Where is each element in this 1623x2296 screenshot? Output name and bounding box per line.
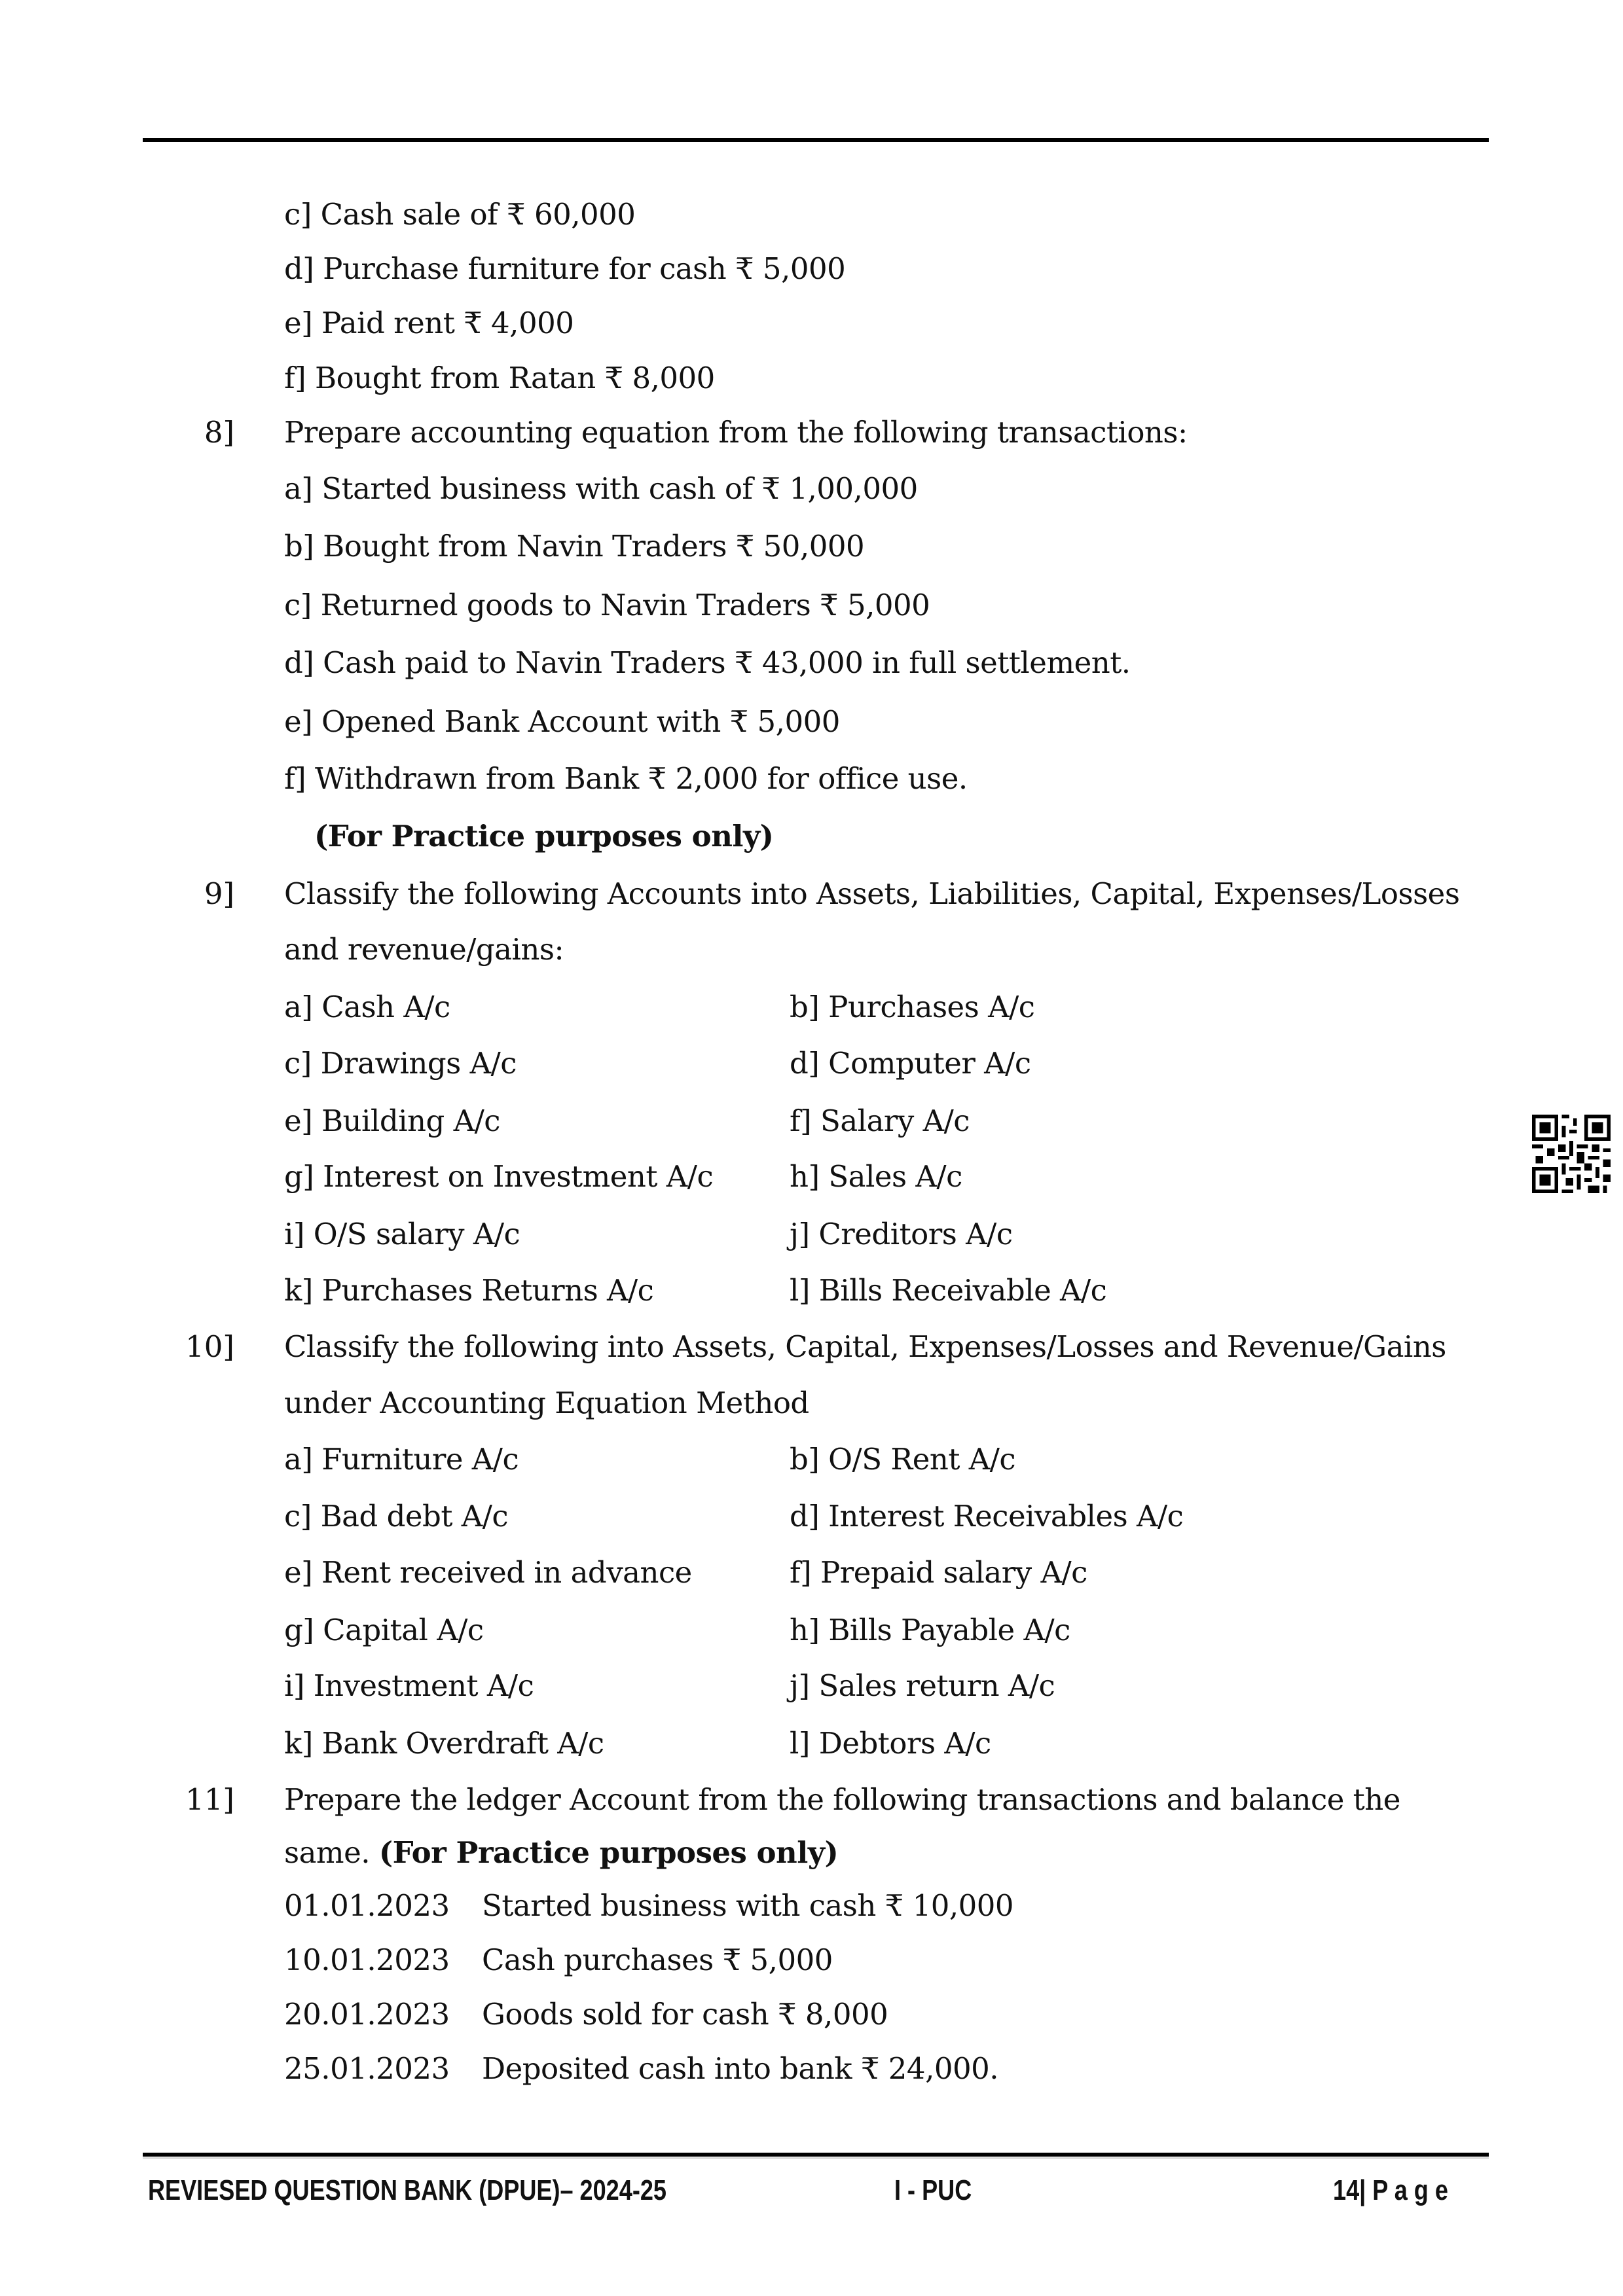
footer-title: REVIESED QUESTION BANK (DPUE)– 2024-25 — [148, 2174, 666, 2206]
list-item: l] Bills Receivable A/c — [790, 1273, 1107, 1308]
list-item: h] Sales A/c — [790, 1159, 962, 1194]
list-item: d] Computer A/c — [790, 1046, 1031, 1081]
list-item: f] Prepaid salary A/c — [790, 1555, 1087, 1590]
qr-code-icon[interactable] — [1532, 1115, 1611, 1193]
list-item: f] Withdrawn from Bank ₹ 2,000 for office use. — [284, 761, 968, 796]
question-text: under Accounting Equation Method — [284, 1386, 809, 1420]
list-item: j] Sales return A/c — [790, 1668, 1055, 1703]
page-label: | P a g e — [1359, 2174, 1448, 2206]
question-number: 10] — [185, 1329, 234, 1364]
question-text-part: same. — [284, 1835, 379, 1870]
list-item: b] Purchases A/c — [790, 990, 1035, 1024]
list-item: b] O/S Rent A/c — [790, 1442, 1016, 1477]
list-item: a] Cash A/c — [284, 990, 450, 1024]
entry-date: 01.01.2023 — [284, 1888, 450, 1923]
list-item: i] Investment A/c — [284, 1668, 534, 1703]
practice-note: (For Practice purposes only) — [378, 1835, 839, 1870]
ledger-entry — [284, 2051, 998, 2087]
list-item: e] Paid rent ₹ 4,000 — [284, 306, 574, 340]
list-item: d] Cash paid to Navin Traders ₹ 43,000 in full settlement. — [284, 645, 1131, 680]
entry-text: Cash purchases ₹ 5,000 — [482, 1943, 833, 1977]
ledger-entry — [284, 1996, 888, 2033]
question-text: and revenue/gains: — [284, 932, 564, 967]
entry-date: 20.01.2023 — [284, 1997, 450, 2032]
practice-note: (For Practice purposes only) — [314, 819, 774, 853]
list-item: i] O/S salary A/c — [284, 1217, 520, 1251]
list-item: c] Cash sale of ₹ 60,000 — [284, 197, 636, 232]
list-item: h] Bills Payable A/c — [790, 1613, 1070, 1647]
page-number — [1333, 2174, 1448, 2207]
list-item: e] Opened Bank Account with ₹ 5,000 — [284, 704, 840, 739]
list-item: f] Salary A/c — [790, 1103, 970, 1138]
list-item: l] Debtors A/c — [790, 1726, 991, 1761]
list-item: c] Bad debt A/c — [284, 1499, 509, 1534]
entry-text: Deposited cash into bank ₹ 24,000. — [482, 2051, 999, 2086]
list-item: c] Drawings A/c — [284, 1046, 517, 1081]
footer-rule-shadow — [143, 2157, 1489, 2159]
question-text: Prepare accounting equation from the following transactions: — [284, 415, 1188, 450]
entry-text: Goods sold for cash ₹ 8,000 — [482, 1997, 888, 2032]
list-item: j] Creditors A/c — [790, 1217, 1013, 1251]
list-item: a] Started business with cash of ₹ 1,00,000 — [284, 471, 918, 506]
entry-date: 10.01.2023 — [284, 1943, 450, 1977]
list-item: d] Interest Receivables A/c — [790, 1499, 1184, 1534]
list-item: g] Interest on Investment A/c — [284, 1159, 714, 1194]
question-text: Classify the following Accounts into Assets, Liabilities, Capital, Expenses/Losses — [284, 876, 1460, 911]
question-text: Classify the following into Assets, Capital, Expenses/Losses and Revenue/Gains — [284, 1329, 1446, 1364]
question-number: 11] — [185, 1782, 234, 1817]
list-item: f] Bought from Ratan ₹ 8,000 — [284, 361, 715, 395]
list-item: g] Capital A/c — [284, 1613, 484, 1647]
page-number-value: 14 — [1333, 2174, 1360, 2206]
list-item: k] Purchases Returns A/c — [284, 1273, 654, 1308]
question-number: 8] — [204, 415, 234, 450]
header-rule — [143, 138, 1489, 142]
list-item: c] Returned goods to Navin Traders ₹ 5,000 — [284, 588, 930, 622]
list-item: e] Rent received in advance — [284, 1555, 692, 1590]
question-text — [284, 1835, 838, 1871]
entry-text: Started business with cash ₹ 10,000 — [482, 1888, 1014, 1923]
entry-date: 25.01.2023 — [284, 2051, 450, 2086]
list-item: a] Furniture A/c — [284, 1442, 519, 1477]
list-item: b] Bought from Navin Traders ₹ 50,000 — [284, 529, 865, 564]
list-item: e] Building A/c — [284, 1103, 500, 1138]
footer-class: I - PUC — [894, 2174, 972, 2206]
footer-rule — [143, 2153, 1489, 2157]
ledger-entry — [284, 1888, 1013, 1924]
question-text: Prepare the ledger Account from the following transactions and balance the — [284, 1782, 1400, 1817]
list-item: d] Purchase furniture for cash ₹ 5,000 — [284, 251, 846, 286]
question-number: 9] — [204, 876, 234, 911]
list-item: k] Bank Overdraft A/c — [284, 1726, 604, 1761]
ledger-entry — [284, 1942, 833, 1979]
